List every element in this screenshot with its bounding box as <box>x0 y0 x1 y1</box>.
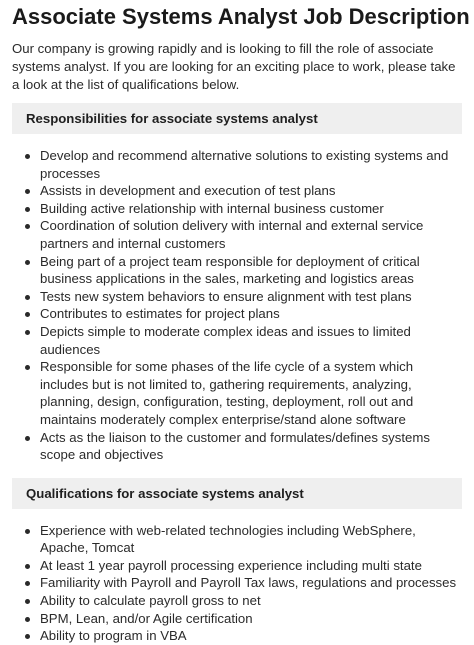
bullet-icon <box>25 330 30 335</box>
bullet-icon <box>25 207 30 212</box>
list-item <box>40 592 462 610</box>
bullet-icon <box>25 617 30 622</box>
list-item <box>40 522 462 557</box>
list-item-text: Tests new system behaviors to ensure alignment with test plans <box>40 288 412 304</box>
bullet-icon <box>25 564 30 569</box>
list-item-text: Building active relationship with internal business customer <box>40 200 384 216</box>
list-item-text: Depicts simple to moderate complex ideas and issues to limited audiences <box>40 323 411 357</box>
intro-paragraph: Our company is growing rapidly and is looking to fill the role of associate systems analyst. If you are looking for an exciting place to work, please take a look at the list of qualifications below. <box>12 41 456 92</box>
list-item-text: Ability to program in VBA <box>40 628 187 644</box>
bullet-icon <box>25 312 30 317</box>
list-item-text: Responsible for some phases of the life cycle of a system which includes but is not limited to, gathering requirements, analyzing, planning, design, configuration, testing, deployment, roll out and maintains moderately complex enterprise/stand alone software <box>40 359 414 427</box>
list-item <box>40 627 462 645</box>
list-item <box>40 429 462 464</box>
bullet-icon <box>25 634 30 639</box>
bullet-icon <box>25 224 30 229</box>
list-item <box>40 182 462 200</box>
list-item-text: Contributes to estimates for project plans <box>40 306 280 322</box>
bullet-icon <box>25 581 30 586</box>
list-item-text: Experience with web-related technologies including WebSphere, Apache, Tomcat <box>40 522 416 556</box>
qualifications-list <box>12 522 462 645</box>
list-item <box>40 200 462 218</box>
list-item-text: BPM, Lean, and/or Agile certification <box>40 610 253 626</box>
list-item <box>40 147 462 182</box>
bullet-icon <box>25 365 30 370</box>
list-item <box>40 557 462 575</box>
list-item-text: Ability to calculate payroll gross to net <box>40 593 261 609</box>
list-item <box>40 217 462 252</box>
bullet-icon <box>25 599 30 604</box>
responsibilities-list <box>12 147 462 464</box>
bullet-icon <box>25 260 30 265</box>
list-item <box>40 253 462 288</box>
page-title: Associate Systems Analyst Job Description <box>12 4 470 29</box>
bullet-icon <box>25 154 30 159</box>
list-item-text: Being part of a project team responsible for deployment of critical business applications in the sales, marketing and logistics areas <box>40 253 420 287</box>
list-item <box>40 323 462 358</box>
list-item <box>40 288 462 306</box>
bullet-icon <box>25 436 30 441</box>
list-item <box>40 305 462 323</box>
list-item-text: Coordination of solution delivery with internal and external service partners and internal customers <box>40 218 424 251</box>
list-item-text: At least 1 year payroll processing experience including multi state <box>40 557 422 573</box>
bullet-icon <box>25 189 30 194</box>
qualifications-heading: Qualifications for associate systems analyst <box>12 478 462 509</box>
list-item-text: Familiarity with Payroll and Payroll Tax laws, regulations and processes <box>40 575 457 591</box>
bullet-icon <box>25 529 30 534</box>
list-item <box>40 610 462 628</box>
list-item-text: Acts as the liaison to the customer and formulates/defines systems scope and objectives <box>40 429 430 463</box>
list-item <box>40 358 462 428</box>
bullet-icon <box>25 295 30 300</box>
list-item <box>40 574 462 592</box>
list-item-text: Develop and recommend alternative solutions to existing systems and processes <box>40 148 449 181</box>
list-item-text: Assists in development and execution of test plans <box>40 183 336 199</box>
responsibilities-heading: Responsibilities for associate systems analyst <box>12 103 462 134</box>
